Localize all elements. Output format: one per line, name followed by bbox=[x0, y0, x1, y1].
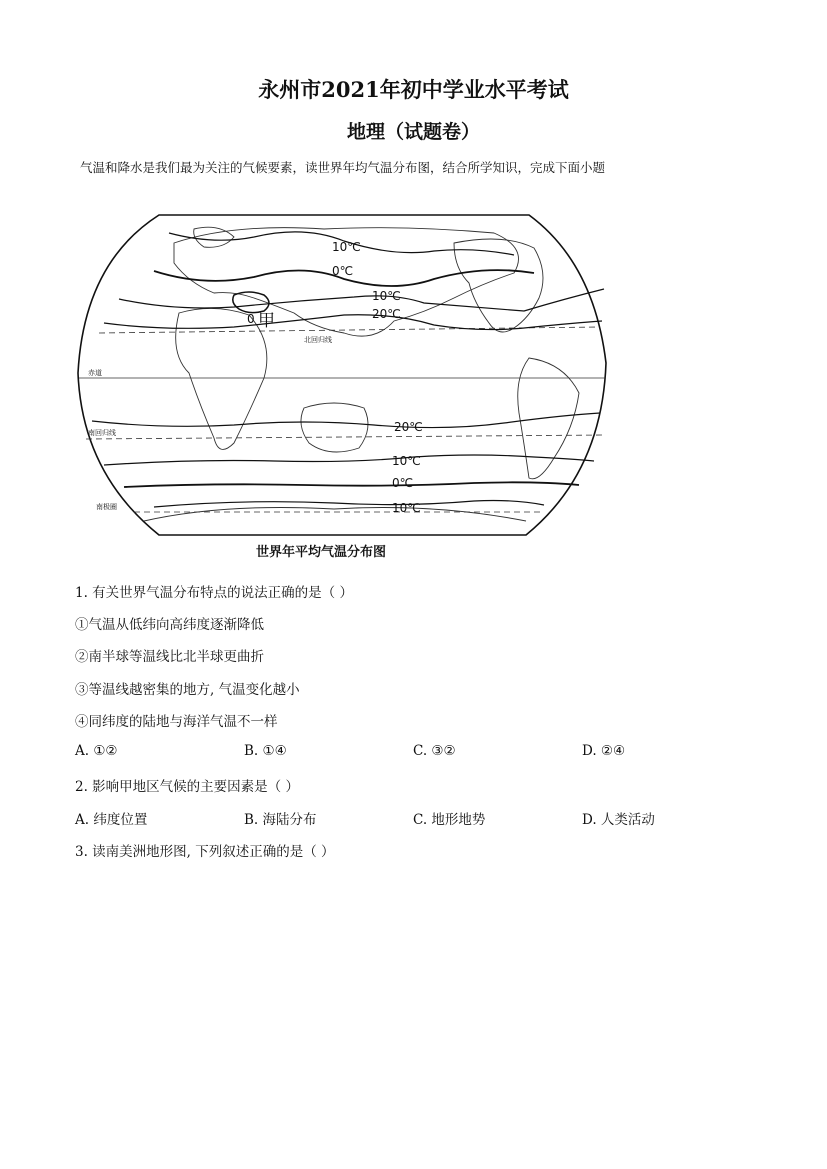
q2-option-c[interactable]: C. 地形地势 bbox=[413, 812, 486, 828]
q1-option-b[interactable]: B. ①④ bbox=[244, 743, 287, 759]
isotherm-s10 bbox=[104, 455, 594, 465]
question-3: 3. 读南美洲地形图, 下列叙述正确的是（ ） bbox=[75, 844, 335, 860]
continent-africa bbox=[176, 308, 267, 449]
continent-australia bbox=[301, 403, 368, 452]
label-s0: 0℃ bbox=[392, 476, 414, 490]
q1-option-d[interactable]: D. ②④ bbox=[582, 743, 626, 759]
continent-antarctica bbox=[144, 508, 526, 522]
label-s20: 20℃ bbox=[394, 420, 423, 434]
map-outline bbox=[78, 215, 606, 535]
label-n20: 20℃ bbox=[372, 307, 401, 321]
q1-option-a[interactable]: A. ①② bbox=[75, 743, 118, 759]
q2-option-d[interactable]: D. 人类活动 bbox=[582, 812, 655, 828]
isotherm-n10 bbox=[119, 289, 604, 311]
q2-option-b[interactable]: B. 海陆分布 bbox=[244, 812, 317, 828]
exam-title: 永州市2021年初中学业水平考试 bbox=[258, 77, 569, 102]
label-n-0: 0℃ bbox=[332, 264, 354, 278]
continent-south-america bbox=[518, 358, 579, 479]
tropic-south-line bbox=[86, 435, 604, 439]
label-tropic-north: 北回归线 bbox=[304, 336, 332, 344]
isotherm-s0 bbox=[124, 482, 579, 487]
isotherm-s-10 bbox=[154, 501, 544, 508]
q2-option-a[interactable]: A. 纬度位置 bbox=[75, 812, 148, 828]
statement-2: ②南半球等温线比北半球更曲折 bbox=[75, 649, 264, 665]
exam-subtitle: 地理（试题卷） bbox=[346, 121, 480, 143]
label-s-10: 10℃ bbox=[392, 501, 421, 515]
isotherm-s20 bbox=[92, 413, 600, 428]
continent-greenland bbox=[194, 227, 234, 247]
label-tropic-south: 南回归线 bbox=[88, 429, 116, 437]
q1-option-c[interactable]: C. ③② bbox=[413, 743, 456, 759]
statement-1: ①气温从低纬向高纬度逐渐降低 bbox=[75, 617, 264, 633]
intro-text: 气温和降水是我们最为关注的气候要素，读世界年均气温分布图，结合所学知识，完成下面小题 bbox=[80, 160, 606, 175]
world-temperature-map bbox=[74, 203, 610, 540]
label-s10: 10℃ bbox=[392, 454, 421, 468]
label-n10: 10℃ bbox=[372, 289, 401, 303]
map-caption: 世界年平均气温分布图 bbox=[256, 545, 387, 560]
question-1: 1. 有关世界气温分布特点的说法正确的是（ ） bbox=[75, 585, 353, 601]
region-jia bbox=[233, 292, 269, 313]
isotherm-n20 bbox=[104, 315, 602, 330]
marker-jia: 甲 bbox=[258, 311, 275, 331]
label-n-10: 10℃ bbox=[332, 240, 361, 254]
marker-zero: 0 bbox=[247, 312, 255, 326]
statement-3: ③等温线越密集的地方, 气温变化越小 bbox=[75, 682, 300, 698]
label-equator: 赤道 bbox=[88, 369, 102, 377]
label-antarctic: 南极圈 bbox=[96, 503, 117, 511]
question-2: 2. 影响甲地区气候的主要因素是（ ） bbox=[75, 779, 299, 795]
statement-4: ④同纬度的陆地与海洋气温不一样 bbox=[75, 714, 278, 730]
